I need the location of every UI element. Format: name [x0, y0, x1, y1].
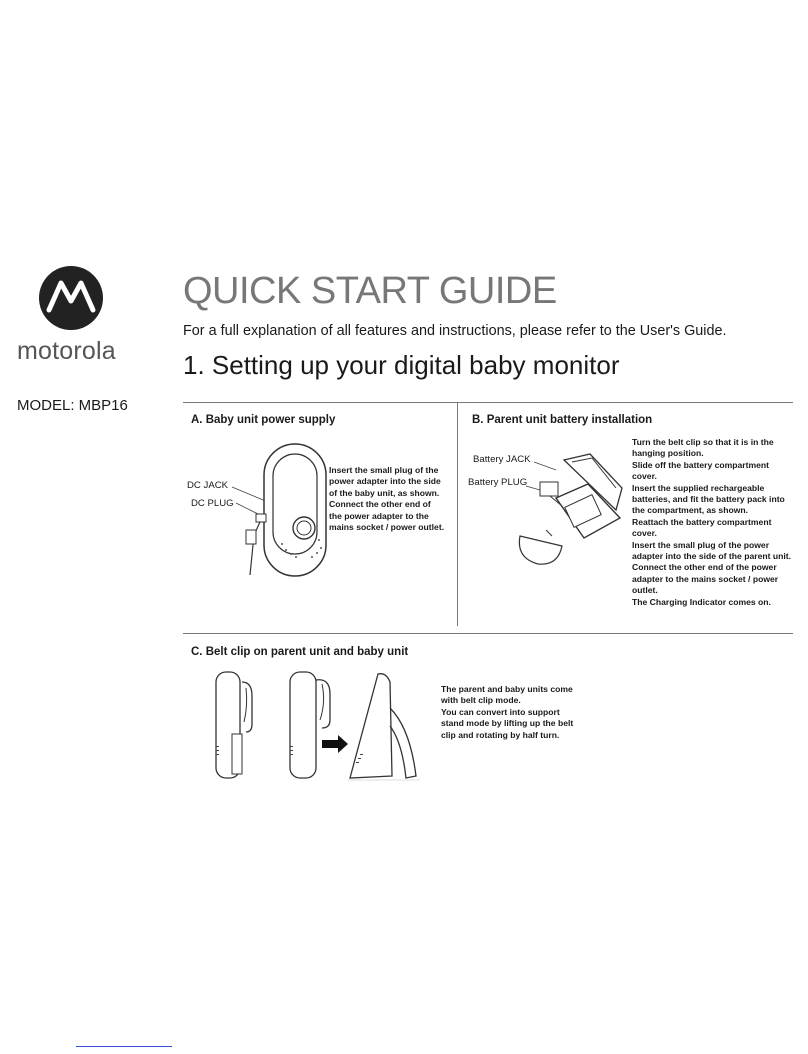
description-line: The parent and baby units come [441, 684, 573, 694]
description-line: with belt clip mode. [441, 695, 521, 706]
description-line: Reattach the battery compartment [632, 516, 772, 527]
description-line: of the baby unit, as shown. [329, 487, 440, 498]
brand-wordmark: motorola [17, 337, 116, 365]
batwing-icon [39, 266, 103, 330]
callout-dc-plug: DC PLUG [191, 498, 234, 509]
description-line: The Charging Indicator comes on. [632, 596, 771, 607]
middle-divider [183, 633, 793, 634]
description-line: power adapter into the side [329, 476, 441, 487]
top-divider [183, 402, 793, 403]
footer-link[interactable] [76, 1046, 172, 1047]
description-line: cover. [632, 471, 657, 482]
description-line: Insert the supplied rechargeable [632, 482, 765, 493]
description-line: stand mode by lifting up the belt [441, 718, 574, 729]
section-title: 1. Setting up your digital baby monitor [183, 350, 620, 380]
description-line: outlet. [632, 585, 658, 596]
intro-text: For a full explanation of all features and instructions, please refer to the User's Guide. [183, 323, 727, 339]
description-line: adapter to the mains socket / power [632, 573, 779, 584]
section-c-description [441, 684, 591, 741]
belt-clip-illustration [210, 668, 430, 786]
baby-unit-illustration [226, 440, 336, 580]
callout-battery-plug: Battery PLUG [468, 477, 528, 488]
description-line: batteries, and fit the battery pack into [632, 494, 785, 505]
description-line: Insert the small plug of the power [632, 539, 770, 550]
description-line: the compartment, as shown. [632, 505, 749, 516]
callout-battery-jack: Battery JACK [473, 454, 531, 465]
description-line: the power adapter to the [329, 510, 429, 521]
description-line: Turn the belt clip so that it is in the [632, 437, 774, 447]
section-b-heading: B. Parent unit battery installation [472, 414, 653, 426]
description-line: clip and rotating by half turn. [441, 729, 560, 740]
description-line: adapter into the side of the parent unit. [632, 551, 791, 562]
section-a-description [329, 465, 459, 533]
page-title: QUICK START GUIDE [183, 270, 557, 312]
description-line: cover. [632, 528, 657, 539]
callout-dc-jack: DC JACK [187, 480, 229, 491]
section-a-heading: A. Baby unit power supply [191, 414, 336, 426]
description-line: mains socket / power outlet. [329, 522, 445, 533]
description-line: Connect the other end of the power [632, 562, 777, 573]
section-b-description [632, 437, 794, 608]
description-line: Slide off the battery compartment [632, 459, 770, 470]
description-line: hanging position. [632, 448, 704, 459]
description-line: Insert the small plug of the [329, 465, 439, 475]
model-label: MODEL: MBP16 [17, 397, 128, 414]
section-c-heading: C. Belt clip on parent unit and baby unit [191, 646, 409, 658]
description-line: You can convert into support [441, 706, 560, 717]
parent-unit-illustration [512, 448, 632, 568]
motorola-logo [39, 266, 103, 330]
description-line: Connect the other end of [329, 499, 431, 510]
